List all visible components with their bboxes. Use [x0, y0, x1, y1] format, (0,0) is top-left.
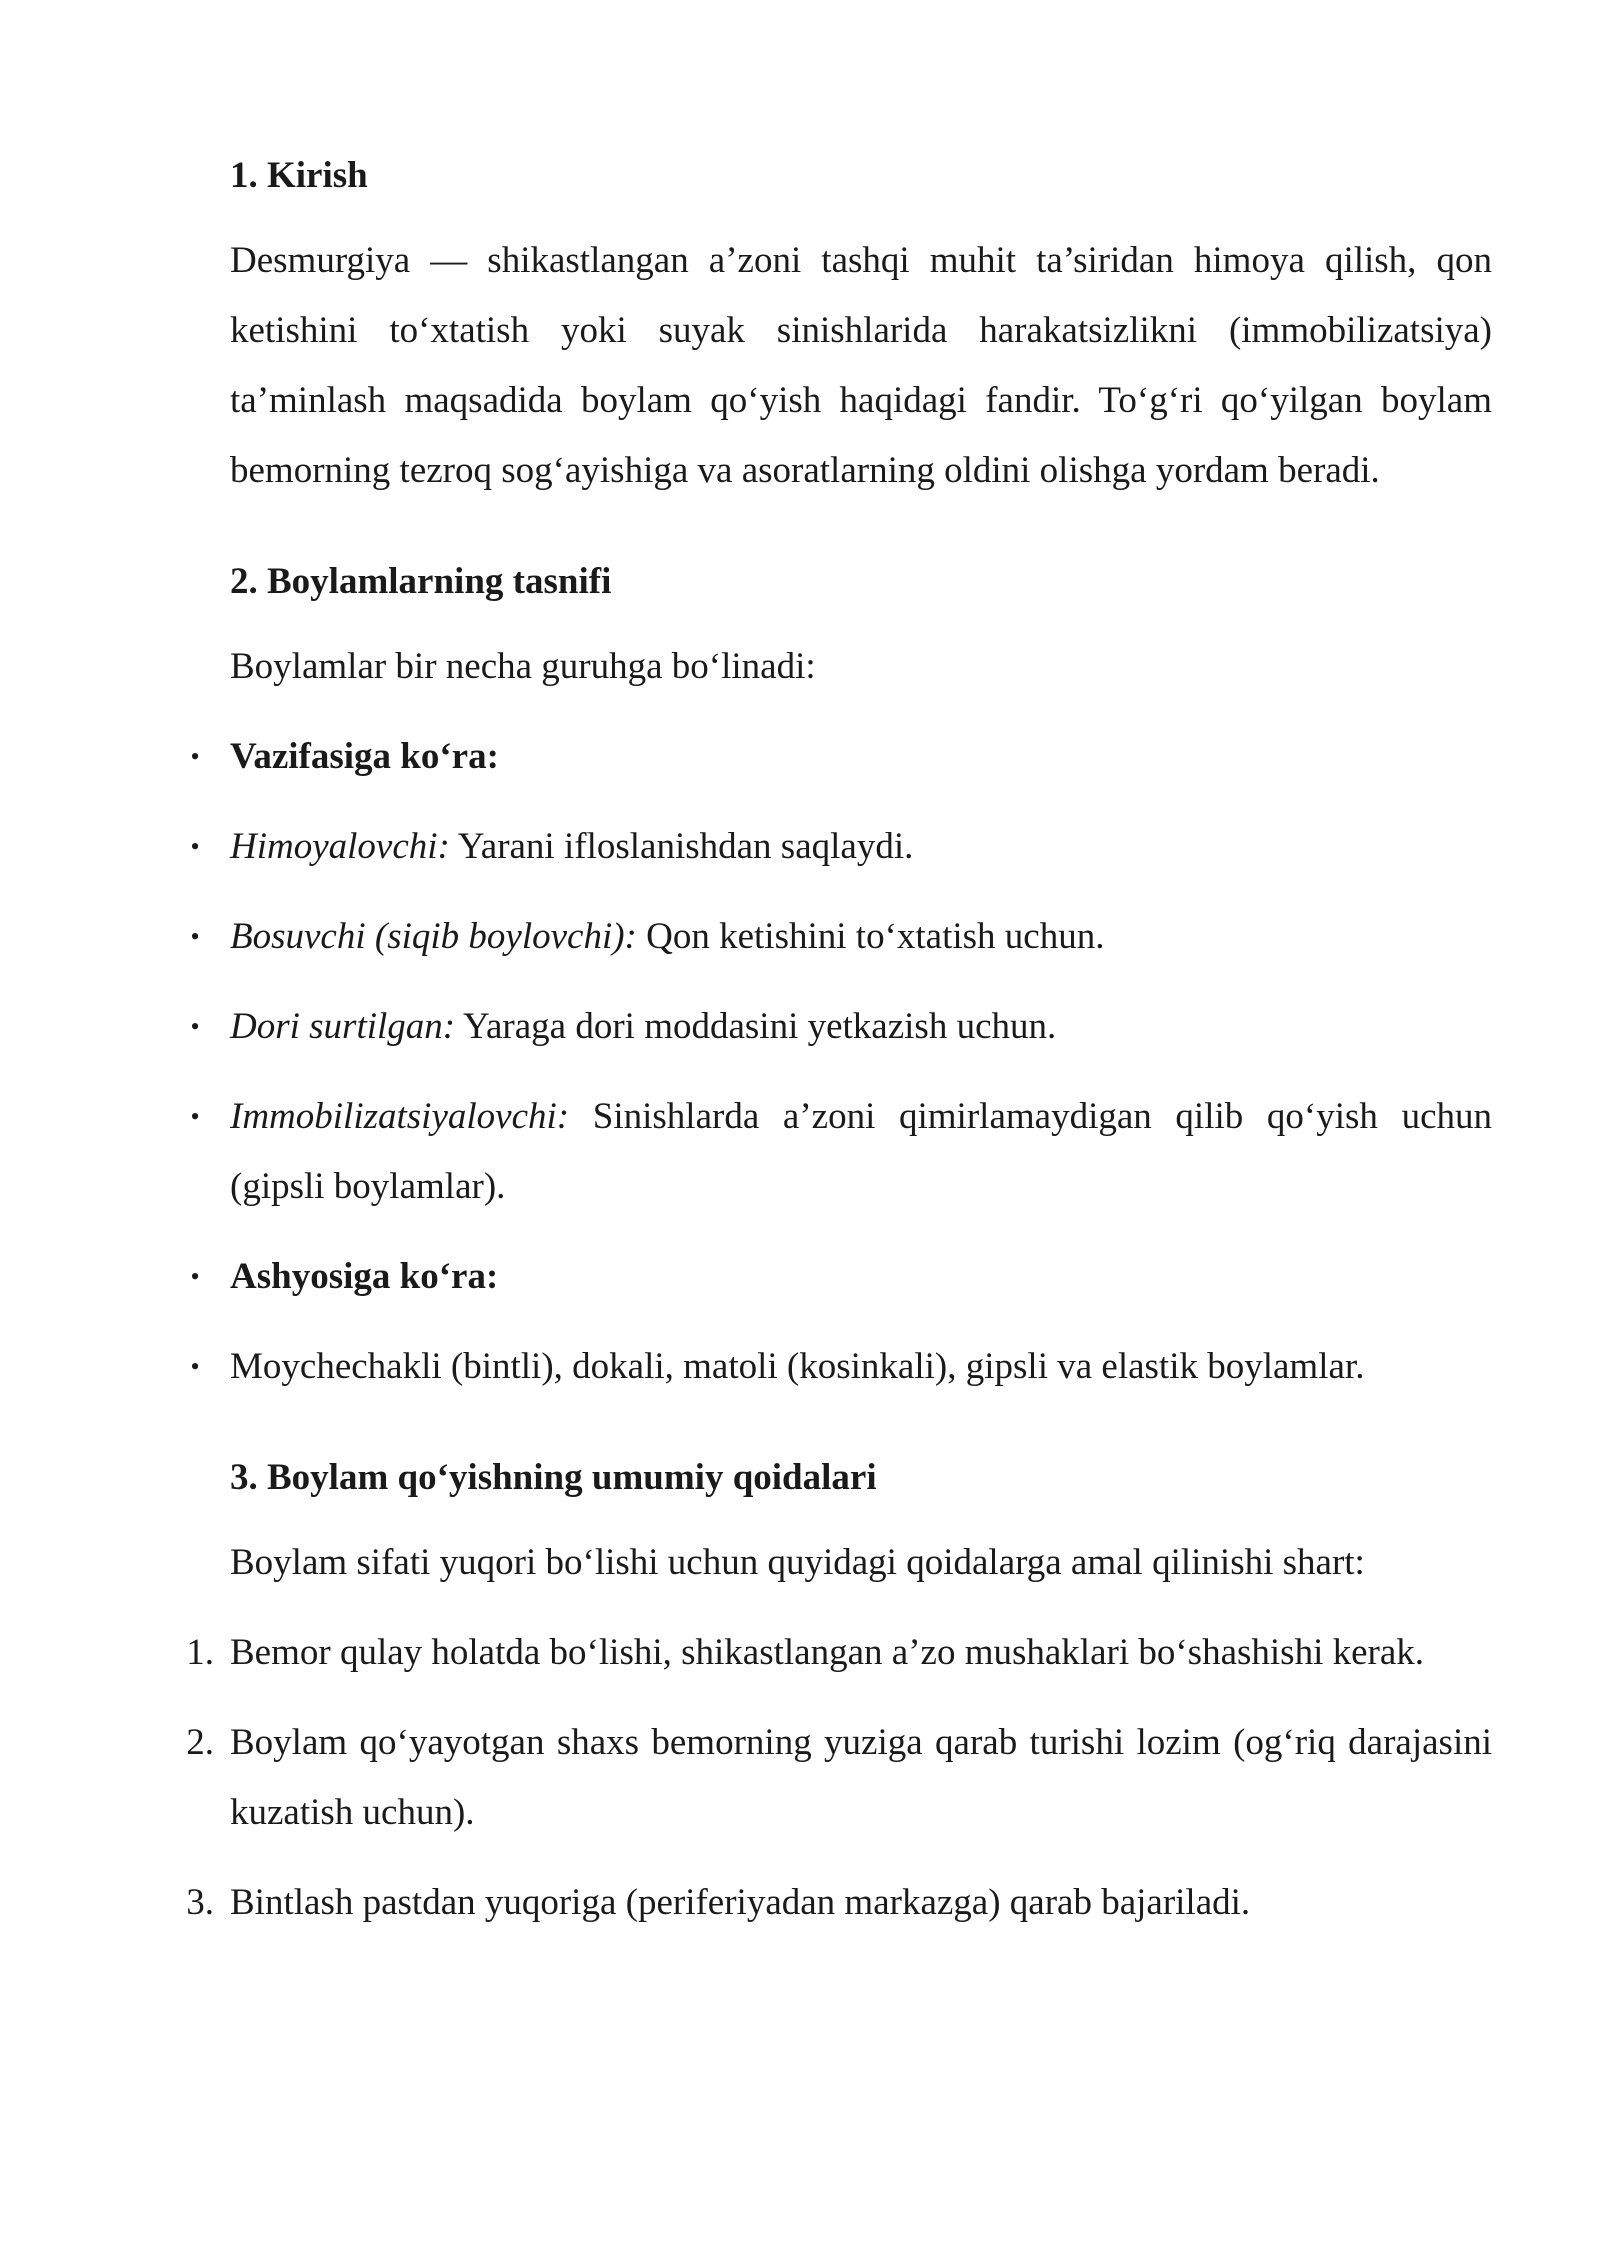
bullet-icon: •	[190, 1012, 200, 1041]
section-heading-kirish: 1. Kirish	[230, 155, 368, 196]
list-item	[190, 812, 1492, 882]
section-intro-tasnif: Boylamlar bir necha guruhga bo‘linadi:	[230, 646, 816, 687]
list-item-number: 3.	[186, 1882, 214, 1923]
list-item	[190, 1082, 1492, 1222]
list-item	[186, 1708, 1492, 1848]
bullet-icon: •	[190, 1352, 200, 1381]
list-item	[190, 722, 1492, 792]
list-item-number: 2.	[186, 1722, 214, 1763]
list-item-text: Yarani ifloslanishdan saqlaydi.	[449, 826, 914, 867]
list-item-text: Yaraga dori moddasini yetkazish uchun.	[455, 1006, 1057, 1047]
list-item-text: Boylam qo‘yayotgan shaxs bemorning yuziga qarab turishi lozim (og‘riq darajasini kuzatish uchun).	[230, 1722, 1492, 1833]
list-item-text: Sinishlarda a’zoni qimirlamaydigan qilib qo‘yish uchun (gipsli boylamlar).	[230, 1096, 1492, 1207]
list-item-text: Bintlash pastdan yuqoriga (periferiyadan markazga) qarab bajariladi.	[230, 1882, 1251, 1923]
list-item	[186, 1868, 1492, 1938]
section-paragraph-kirish: Desmurgiya — shikastlangan a’zoni tashqi muhit ta’siridan himoya qilish, qon ketishini to‘xtatish yoki suyak sinishlarida harakatsizlikni (immobilizatsiya) ta’minlash maqsadida boylam qo‘yish haqidagi fandir. To‘g‘ri qo‘yilgan boylam bemorning tezroq sog‘ayishiga va asoratlarning oldini olishga yordam beradi.	[230, 240, 1492, 491]
bullet-icon: •	[190, 1102, 200, 1131]
list-item	[190, 1332, 1492, 1402]
list-item	[190, 1242, 1492, 1312]
bullet-icon: •	[190, 742, 200, 771]
list-item-category: Ashyosiga ko‘ra:	[230, 1256, 499, 1297]
classification-list	[190, 722, 1492, 1402]
rules-list	[186, 1618, 1492, 1938]
list-item-term: Immobilizatsiyalovchi:	[230, 1096, 570, 1137]
list-item-term: Himoyalovchi:	[230, 826, 450, 867]
list-item	[190, 902, 1492, 972]
document-body	[186, 146, 1492, 1938]
bullet-icon: •	[190, 922, 200, 951]
list-item-number: 1.	[186, 1632, 214, 1673]
list-item-text: Bemor qulay holatda bo‘lishi, shikastlangan a’zo mushaklari bo‘shashishi kerak.	[230, 1632, 1425, 1673]
list-item	[190, 992, 1492, 1062]
bullet-icon: •	[190, 832, 200, 861]
list-item-text: Moychechakli (bintli), dokali, matoli (kosinkali), gipsli va elastik boylamlar.	[230, 1346, 1365, 1387]
list-item-term: Dori surtilgan:	[230, 1006, 456, 1047]
section-intro-qoidalar: Boylam sifati yuqori bo‘lishi uchun quyidagi qoidalarga amal qilinishi shart:	[230, 1542, 1365, 1583]
section-heading-tasnif: 2. Boylamlarning tasnifi	[230, 561, 612, 602]
list-item-category: Vazifasiga ko‘ra:	[230, 736, 499, 777]
bullet-icon: •	[190, 1262, 200, 1291]
section-heading-qoidalar: 3. Boylam qo‘yishning umumiy qoidalari	[230, 1457, 877, 1498]
list-item	[186, 1618, 1492, 1688]
list-item-term: Bosuvchi (siqib boylovchi):	[230, 916, 637, 957]
list-item-text: Qon ketishini to‘xtatish uchun.	[636, 916, 1105, 957]
